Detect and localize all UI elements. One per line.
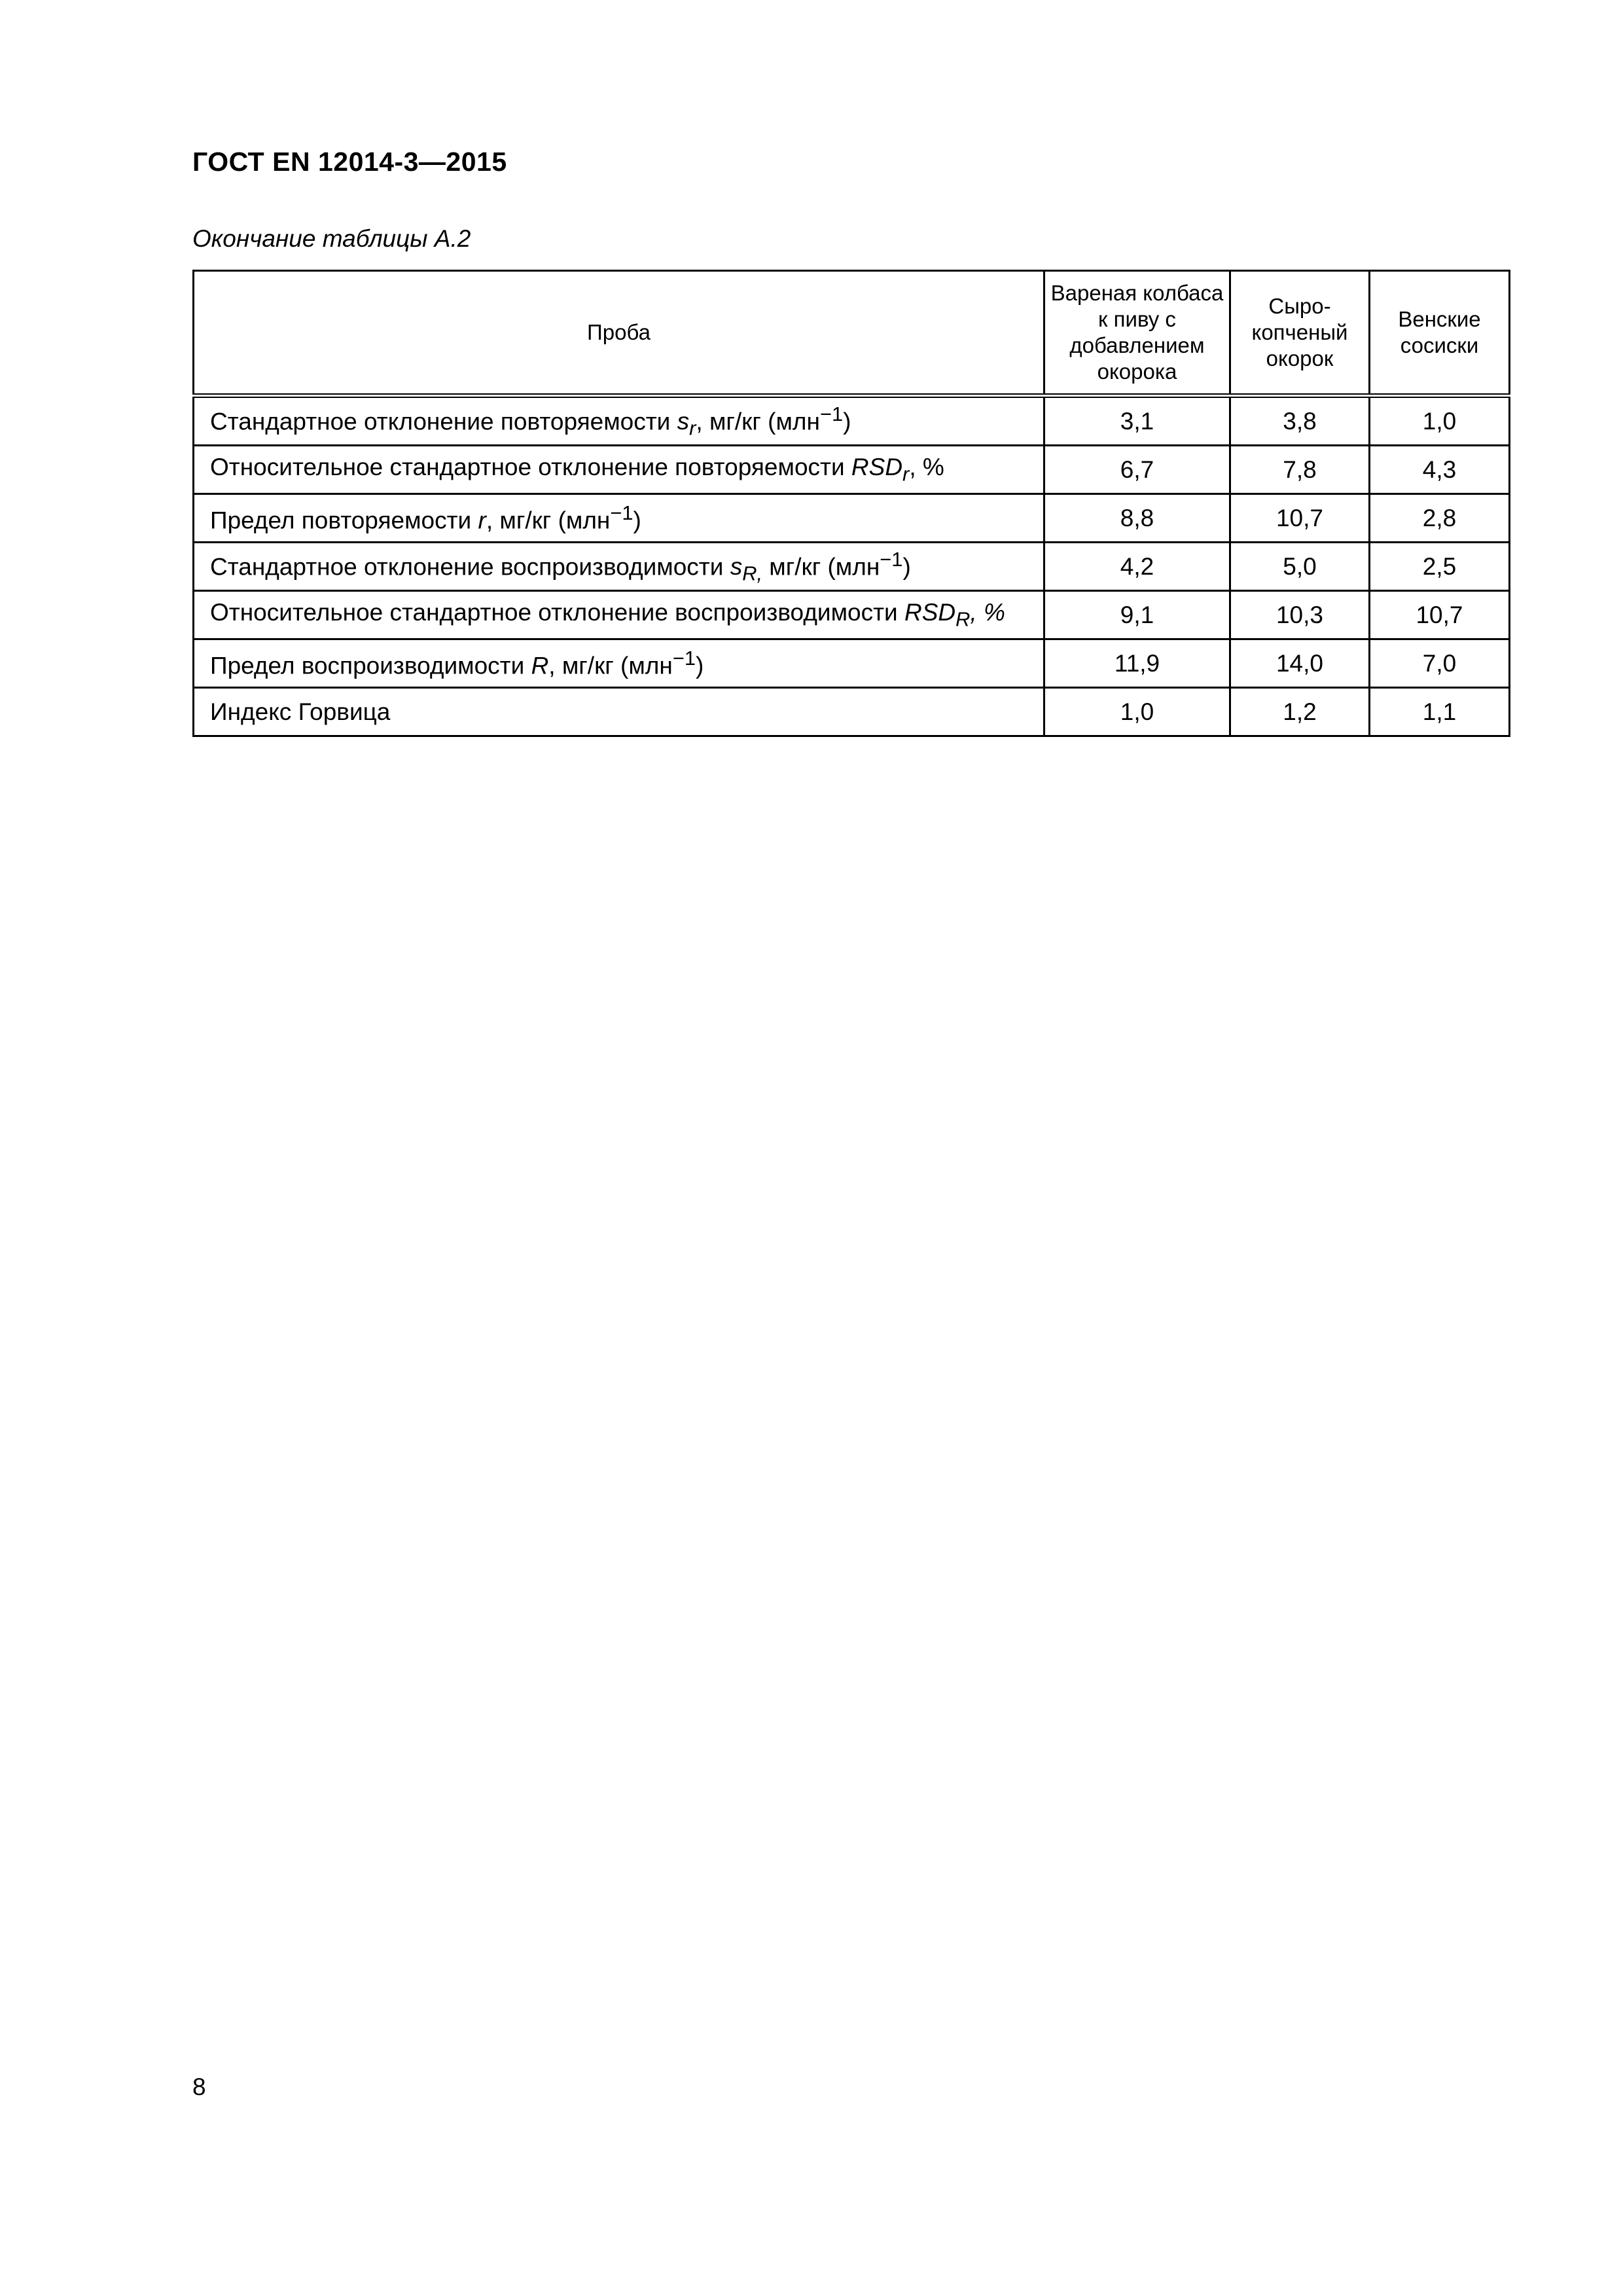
row-value: 4,2: [1044, 543, 1230, 591]
document-header: ГОСТ EN 12014-3—2015: [192, 147, 507, 177]
table-row: [194, 446, 1510, 494]
row-label: Относительное стандартное отклонение воспроизводимости $RSD_R$, %: [194, 591, 1044, 639]
table-row: [194, 396, 1510, 446]
row-value: 6,7: [1044, 446, 1230, 494]
table-row: [194, 494, 1510, 543]
row-value: 1,2: [1230, 688, 1370, 736]
table-row: [194, 639, 1510, 688]
row-value: 1,0: [1044, 688, 1230, 736]
table-header-row: [194, 271, 1510, 396]
row-value: 8,8: [1044, 494, 1230, 543]
row-label: Стандартное отклонение воспроизводимости $s_{R,}$ мг/кг (млн$^{-1}$): [194, 543, 1044, 591]
page-number: 8: [192, 2073, 206, 2100]
table-row: [194, 688, 1510, 736]
row-value: 14,0: [1230, 639, 1370, 688]
row-value: 1,1: [1370, 688, 1510, 736]
row-value: 10,3: [1230, 591, 1370, 639]
column-header-vienna-sausages: Венские сосиски: [1370, 271, 1510, 396]
row-value: 10,7: [1230, 494, 1370, 543]
table-row: [194, 591, 1510, 639]
column-header-boiled-sausage: Вареная колбаса к пиву с добавлением окорока: [1044, 271, 1230, 396]
row-value: 1,0: [1370, 396, 1510, 446]
row-value: 7,0: [1370, 639, 1510, 688]
row-value: 11,9: [1044, 639, 1230, 688]
row-value: 7,8: [1230, 446, 1370, 494]
row-value: 3,1: [1044, 396, 1230, 446]
table-caption: Окончание таблицы А.2: [192, 225, 471, 252]
row-value: 3,8: [1230, 396, 1370, 446]
column-header-sample: Проба: [194, 271, 1044, 396]
row-value: 5,0: [1230, 543, 1370, 591]
row-label: Стандартное отклонение повторяемости $s_r$, мг/кг (млн$^{-1}$): [194, 396, 1044, 446]
row-value: 9,1: [1044, 591, 1230, 639]
row-label: Предел воспроизводимости R, мг/кг (млн$^{-1}$): [194, 639, 1044, 688]
row-value: 2,5: [1370, 543, 1510, 591]
row-label: Относительное стандартное отклонение повторяемости $RSD_r$, %: [194, 446, 1044, 494]
column-header-smoked-ham: Сыро-копченый окорок: [1230, 271, 1370, 396]
table-body: [194, 396, 1510, 736]
table-row: [194, 543, 1510, 591]
row-label: Индекс Горвица: [194, 688, 1044, 736]
row-value: 10,7: [1370, 591, 1510, 639]
row-label: Предел повторяемости r, мг/кг (млн$^{-1}$): [194, 494, 1044, 543]
row-value: 4,3: [1370, 446, 1510, 494]
row-value: 2,8: [1370, 494, 1510, 543]
results-table: [192, 270, 1510, 737]
